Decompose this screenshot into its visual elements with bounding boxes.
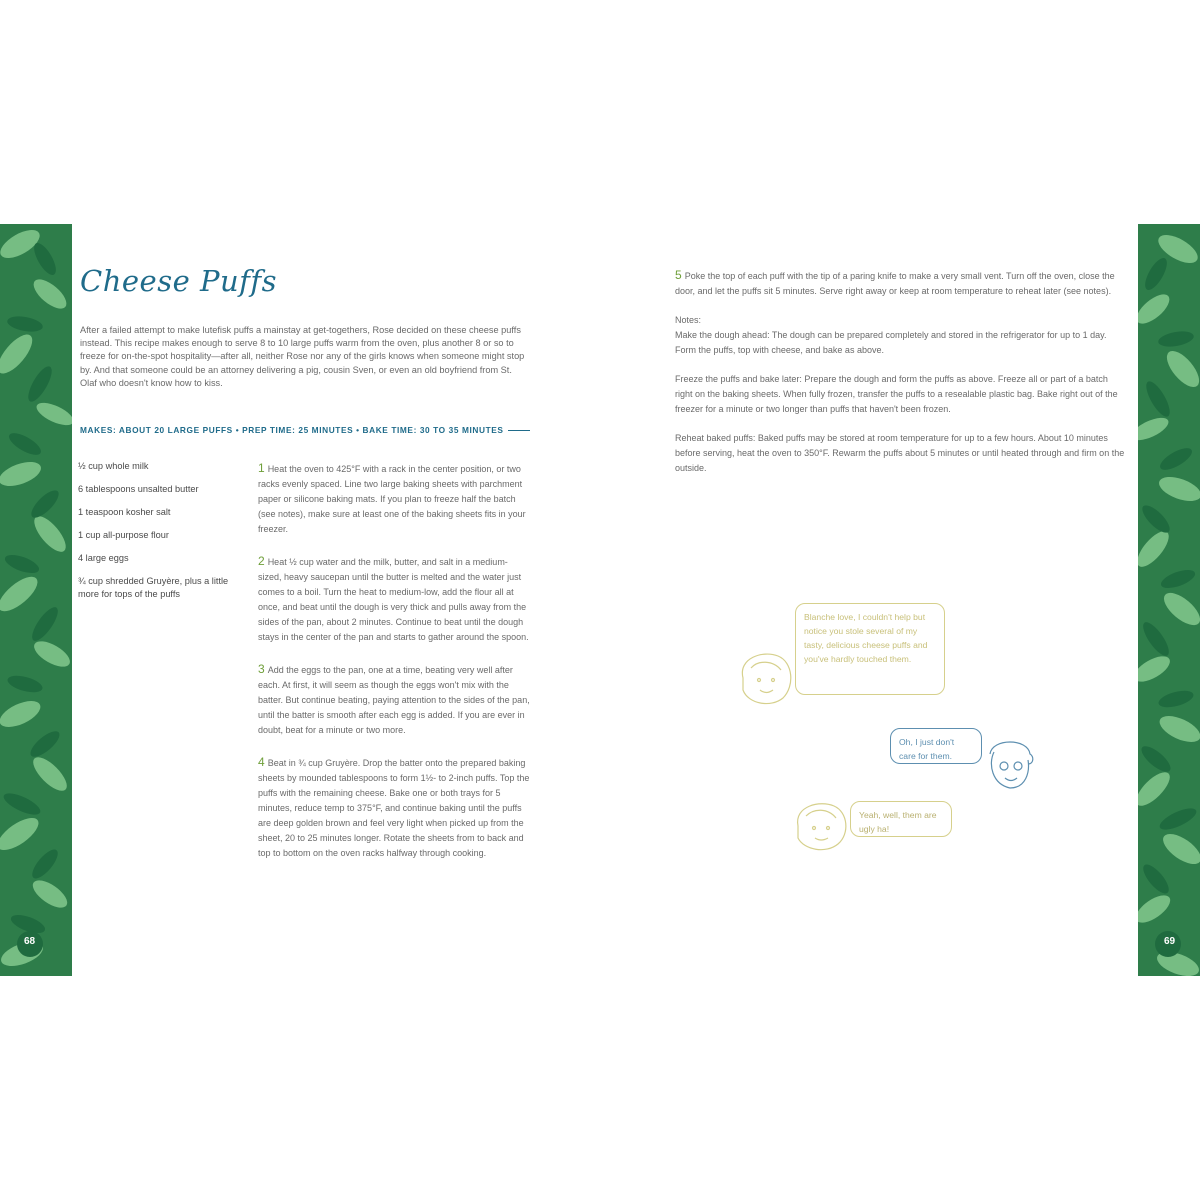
speech-bubble-sophia: Oh, I just don't care for them.: [890, 728, 982, 764]
step-number: 1: [258, 461, 265, 475]
sophia-face-sketch: [982, 734, 1038, 798]
recipe-step: [258, 662, 530, 738]
notes-heading: Notes:: [675, 315, 702, 325]
ingredient-item: 4 large eggs: [78, 553, 129, 563]
ingredient-item: ½ cup whole milk: [78, 461, 149, 471]
meta-divider: [508, 430, 530, 431]
speech-bubble-rose: Blanche love, I couldn't help but notice you stole several of my tasty, delicious cheese puffs and you've hardly touched them.: [795, 603, 945, 695]
recipe-step: [258, 755, 530, 861]
note-paragraph: Freeze the puffs and bake later: Prepare the dough and form the puffs as above. Freeze all or part of a batch right on the baking sheets. When fully frozen, transfer the puffs to a resealable plastic bag. Bake right out of the freezer for a minute or two longer than puffs that haven't been frozen.: [675, 374, 1118, 414]
page-number-right: 69: [1164, 936, 1176, 947]
ingredient-list: [78, 460, 238, 611]
rose-face-sketch: [733, 648, 797, 708]
recipe-intro: After a failed attempt to make lutefisk puffs a mainstay at get-togethers, Rose decided on these cheese puffs instead. This recipe makes enough to serve 8 to 10 large puffs warm from the oven, plus another 8 or so to freeze for on-the-spot hospitality—after all, neither Rose nor any of the girls knows when someone might stop by. And that someone could be an attorney delivering a pig, cousin Sven, or even an old boyfriend from St. Olaf who doesn't know how to kiss.: [80, 325, 525, 388]
step-text: Heat ½ cup water and the milk, butter, and salt in a medium-sized, heavy saucepan until the butter is melted and the water just comes to a boil. Turn the heat to medium-low, add the flour all at once, and beat until the dough is very thick and pulls away from the sides of the pan, about 2 minutes. Continue to beat until the dough stays in the center of the pan and starts to gather around the spoon.: [258, 557, 529, 642]
recipe-step: [258, 554, 530, 645]
leaf-border-left: [0, 224, 72, 976]
recipe-meta-text: MAKES: ABOUT 20 LARGE PUFFS • PREP TIME: 25 MINUTES • BAKE TIME: 30 TO 35 MINUTES: [80, 425, 504, 435]
note-paragraph: Make the dough ahead: The dough can be prepared completely and stored in the refrigerator for up to 1 day. Form the puffs, top with cheese, and bake as above.: [675, 330, 1107, 355]
step-number: 2: [258, 554, 265, 568]
ingredient-item: 1 cup all-purpose flour: [78, 530, 169, 540]
step-number: 3: [258, 662, 265, 676]
recipe-step: [258, 461, 530, 537]
ingredient-item: ¾ cup shredded Gruyère, plus a little more for tops of the puffs: [78, 576, 229, 599]
speech-bubble-rose-2: Yeah, well, them are ugly ha!: [850, 801, 952, 837]
step-text: Beat in ¾ cup Gruyère. Drop the batter onto the prepared baking sheets by mounded tablespoons to form 1½- to 2-inch puffs. Top the puffs with the remaining cheese. Bake one or both trays for 5 minutes, reduce temp to 375°F, and continue baking until the puffs are deep golden brown and feel very light when picked up from the sheet, 20 to 25 minutes longer. Rotate the sheets from to back and top to bottom on the oven racks halfway through cooking.: [258, 758, 530, 858]
note-paragraph: Reheat baked puffs: Baked puffs may be stored at room temperature for up to a few hours. About 10 minutes before serving, heat the oven to 350°F. Rewarm the puffs about 5 minutes or until heated through and firm on the outside.: [675, 433, 1125, 473]
step-number: 5: [675, 268, 682, 282]
leaf-border-right: [1138, 224, 1200, 976]
recipe-title: Cheese Puffs: [80, 264, 277, 298]
right-page-text: [675, 268, 1125, 490]
page-number-left: 68: [24, 936, 36, 947]
recipe-meta: [80, 425, 530, 435]
step-text: Heat the oven to 425°F with a rack in the center position, or two racks evenly spaced. Line two large baking sheets with parchment paper or silicone baking mats. If you plan to freeze half the batch (see notes), make sure at least one of the baking sheets fits in your freezer.: [258, 464, 526, 534]
rose-face-sketch: [790, 798, 852, 854]
recipe-step: [675, 268, 1125, 299]
step-list: [258, 461, 530, 878]
step-text: Poke the top of each puff with the tip of a paring knife to make a very small vent. Turn off the oven, close the door, and let the puffs sit 5 minutes. Serve right away or keep at room temperature to reheat later (see notes).: [675, 271, 1115, 296]
step-number: 4: [258, 755, 265, 769]
ingredient-item: 1 teaspoon kosher salt: [78, 507, 171, 517]
step-text: Add the eggs to the pan, one at a time, beating very well after each. At first, it will seem as though the eggs won't mix with the batter. But continue beating, paying attention to the sides of the pan, until the batter is smooth after each egg is added. If you are ever in doubt, beat for a minute or two more.: [258, 665, 530, 735]
cookbook-spread: [0, 224, 1200, 976]
ingredient-item: 6 tablespoons unsalted butter: [78, 484, 199, 494]
